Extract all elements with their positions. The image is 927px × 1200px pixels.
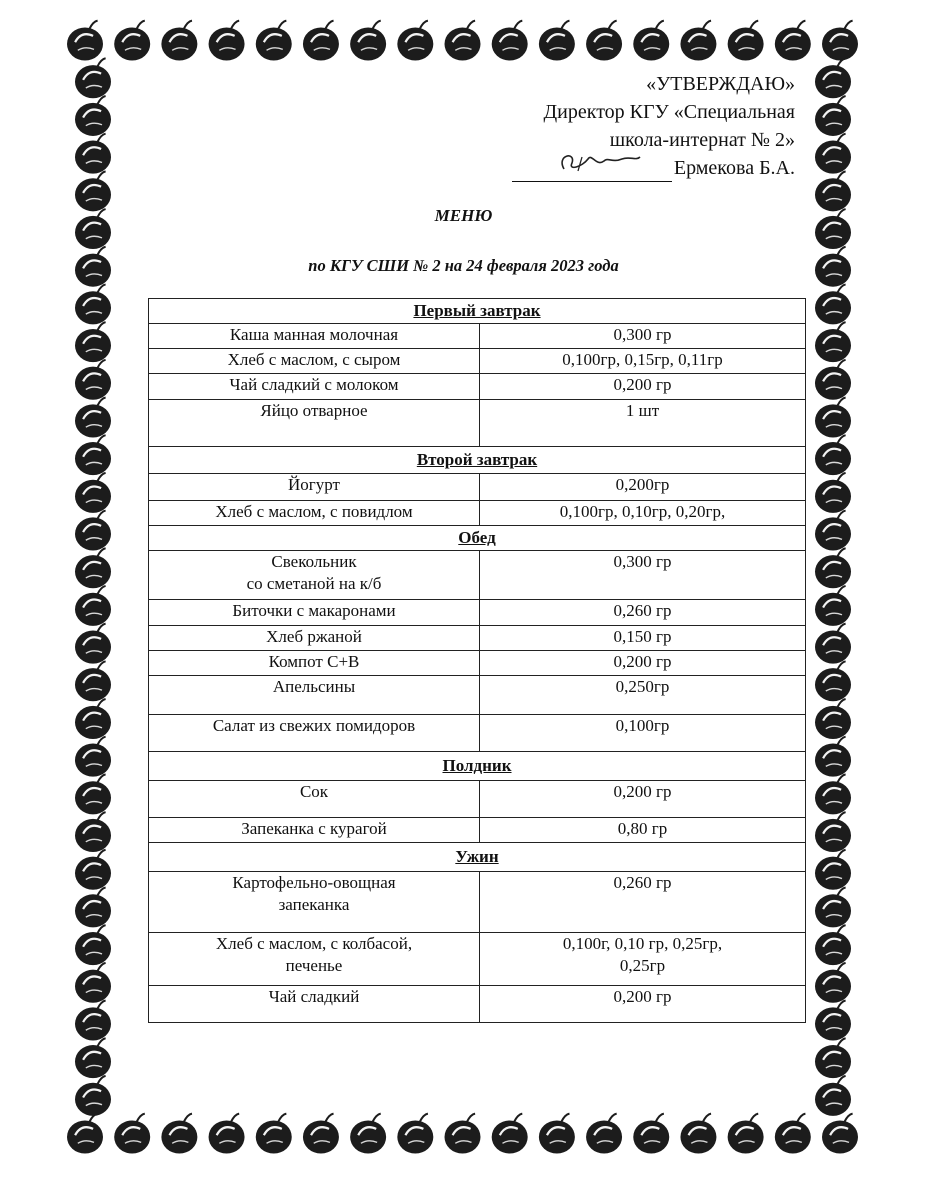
table-row xyxy=(149,676,806,715)
dish-name: Йогурт xyxy=(149,474,480,501)
dish-name: Апельсины xyxy=(149,676,480,715)
apple-icon xyxy=(209,21,245,61)
apple-icon xyxy=(75,511,111,551)
apple-icon xyxy=(586,21,622,61)
apple-icon xyxy=(815,284,851,324)
dish-name: Хлеб ржаной xyxy=(149,626,480,651)
dish-name: Запеканка с курагой xyxy=(149,818,480,843)
apple-icon xyxy=(75,435,111,475)
apple-icon xyxy=(75,737,111,777)
page-subtitle: по КГУ СШИ № 2 на 24 февраля 2023 года xyxy=(308,256,619,275)
apple-icon xyxy=(539,21,575,61)
dish-name: Свекольник со сметаной на к/б xyxy=(149,551,480,600)
dish-name: Каша манная молочная xyxy=(149,324,480,349)
apple-icon xyxy=(75,284,111,324)
approval-organization: школа-интернат № 2» xyxy=(609,129,795,151)
section-title: Полдник xyxy=(149,752,806,781)
section-header-row xyxy=(149,526,806,551)
portion-quantity: 0,250гр xyxy=(480,676,806,715)
apple-icon xyxy=(492,21,528,61)
apple-icon xyxy=(75,397,111,437)
apple-icon xyxy=(680,1114,716,1154)
apple-icon xyxy=(815,850,851,890)
apple-icon xyxy=(815,134,851,174)
section-title: Первый завтрак xyxy=(149,299,806,324)
section-title: Второй завтрак xyxy=(149,447,806,474)
table-row xyxy=(149,818,806,843)
apple-icon xyxy=(815,473,851,513)
signature-scribble-icon xyxy=(512,147,672,177)
portion-quantity: 0,200 гр xyxy=(480,986,806,1023)
apple-icon xyxy=(75,624,111,664)
menu-table xyxy=(148,298,806,1023)
dish-name: Хлеб с маслом, с повидлом xyxy=(149,501,480,526)
apple-icon xyxy=(114,1114,150,1154)
apple-icon xyxy=(586,1114,622,1154)
apple-icon xyxy=(161,21,197,61)
apple-icon xyxy=(815,586,851,626)
apple-icon xyxy=(445,21,481,61)
apple-icon xyxy=(815,322,851,362)
dish-name: Яйцо отварное xyxy=(149,400,480,447)
apple-icon xyxy=(815,963,851,1003)
table-row xyxy=(149,781,806,818)
apple-icon xyxy=(633,21,669,61)
portion-quantity: 0,200 гр xyxy=(480,374,806,400)
apple-icon xyxy=(75,850,111,890)
table-row xyxy=(149,400,806,447)
apple-icon xyxy=(815,624,851,664)
section-header-row xyxy=(149,447,806,474)
apple-icon xyxy=(256,21,292,61)
apple-icon xyxy=(161,1114,197,1154)
apple-icon xyxy=(815,360,851,400)
apple-icon xyxy=(728,21,764,61)
portion-quantity: 0,150 гр xyxy=(480,626,806,651)
apple-icon xyxy=(303,1114,339,1154)
apple-icon xyxy=(815,774,851,814)
page-title: МЕНЮ xyxy=(434,206,493,225)
portion-quantity: 0,100гр xyxy=(480,715,806,752)
director-name: Ермекова Б.А. xyxy=(673,157,795,179)
dish-name: Картофельно-овощная запеканка xyxy=(149,872,480,933)
portion-quantity: 0,300 гр xyxy=(480,324,806,349)
portion-quantity: 1 шт xyxy=(480,400,806,447)
table-row xyxy=(149,474,806,501)
portion-quantity: 0,100гр, 0,10гр, 0,20гр, xyxy=(480,501,806,526)
signature xyxy=(512,161,672,182)
apple-icon xyxy=(209,1114,245,1154)
table-row xyxy=(149,551,806,600)
portion-quantity: 0,260 гр xyxy=(480,600,806,626)
apple-icon xyxy=(67,1114,103,1154)
apple-icon xyxy=(67,21,103,61)
apple-icon xyxy=(815,887,851,927)
portion-quantity: 0,200гр xyxy=(480,474,806,501)
apple-icon xyxy=(815,1001,851,1041)
apple-icon xyxy=(75,548,111,588)
approval-signature-line xyxy=(512,154,795,182)
table-row xyxy=(149,600,806,626)
approval-position: Директор КГУ «Специальная xyxy=(543,101,795,123)
apple-icon xyxy=(633,1114,669,1154)
apple-icon xyxy=(75,96,111,136)
table-row xyxy=(149,933,806,986)
apple-icon xyxy=(680,21,716,61)
apple-icon xyxy=(350,1114,386,1154)
apple-icon xyxy=(303,21,339,61)
apple-icon xyxy=(75,58,111,98)
portion-quantity: 0,260 гр xyxy=(480,872,806,933)
table-row xyxy=(149,872,806,933)
dish-name: Компот С+В xyxy=(149,651,480,676)
table-row xyxy=(149,349,806,374)
apple-icon xyxy=(75,1038,111,1078)
apple-icon xyxy=(815,1076,851,1116)
menu-table-body xyxy=(149,299,806,1023)
portion-quantity: 0,200 гр xyxy=(480,651,806,676)
apple-icon xyxy=(815,737,851,777)
dish-name: Чай сладкий с молоком xyxy=(149,374,480,400)
apple-icon xyxy=(75,887,111,927)
apple-icon xyxy=(775,21,811,61)
apple-icon xyxy=(728,1114,764,1154)
section-header-row xyxy=(149,843,806,872)
dish-name: Хлеб с маслом, с колбасой, печенье xyxy=(149,933,480,986)
apple-icon xyxy=(397,1114,433,1154)
section-title: Ужин xyxy=(149,843,806,872)
apple-icon xyxy=(815,1038,851,1078)
dish-name: Чай сладкий xyxy=(149,986,480,1023)
portion-quantity: 0,100гр, 0,15гр, 0,11гр xyxy=(480,349,806,374)
apple-icon xyxy=(75,586,111,626)
table-row xyxy=(149,651,806,676)
apple-icon xyxy=(815,661,851,701)
apple-icon xyxy=(75,1001,111,1041)
apple-icon xyxy=(75,661,111,701)
apple-icon xyxy=(492,1114,528,1154)
dish-name: Хлеб с маслом, с сыром xyxy=(149,349,480,374)
table-row xyxy=(149,501,806,526)
apple-icon xyxy=(815,511,851,551)
apple-icon xyxy=(445,1114,481,1154)
apple-icon xyxy=(350,21,386,61)
apple-icon xyxy=(822,1114,858,1154)
apple-icon xyxy=(114,21,150,61)
apple-icon xyxy=(815,435,851,475)
apple-icon xyxy=(815,397,851,437)
apple-icon xyxy=(815,58,851,98)
table-row xyxy=(149,374,806,400)
apple-icon xyxy=(75,473,111,513)
apple-icon xyxy=(815,96,851,136)
apple-icon xyxy=(75,963,111,1003)
table-row xyxy=(149,626,806,651)
table-row xyxy=(149,715,806,752)
apple-icon xyxy=(775,1114,811,1154)
portion-quantity: 0,300 гр xyxy=(480,551,806,600)
apple-icon xyxy=(75,925,111,965)
dish-name: Сок xyxy=(149,781,480,818)
apple-icon xyxy=(75,699,111,739)
dish-name: Салат из свежих помидоров xyxy=(149,715,480,752)
apple-icon xyxy=(75,322,111,362)
approval-heading: «УТВЕРЖДАЮ» xyxy=(646,73,795,95)
apple-icon xyxy=(397,21,433,61)
table-row xyxy=(149,986,806,1023)
section-header-row xyxy=(149,299,806,324)
apple-icon xyxy=(539,1114,575,1154)
dish-name: Биточки с макаронами xyxy=(149,600,480,626)
apple-icon xyxy=(256,1114,292,1154)
apple-icon xyxy=(815,699,851,739)
apple-icon xyxy=(75,774,111,814)
apple-icon xyxy=(815,812,851,852)
section-header-row xyxy=(149,752,806,781)
apple-icon xyxy=(75,360,111,400)
apple-icon xyxy=(815,548,851,588)
apple-icon xyxy=(822,21,858,61)
section-title: Обед xyxy=(149,526,806,551)
table-row xyxy=(149,324,806,349)
portion-quantity: 0,200 гр xyxy=(480,781,806,818)
apple-icon xyxy=(75,134,111,174)
apple-icon xyxy=(75,812,111,852)
apple-icon xyxy=(75,1076,111,1116)
portion-quantity: 0,80 гр xyxy=(480,818,806,843)
apple-icon xyxy=(815,925,851,965)
portion-quantity: 0,100г, 0,10 гр, 0,25гр, 0,25гр xyxy=(480,933,806,986)
